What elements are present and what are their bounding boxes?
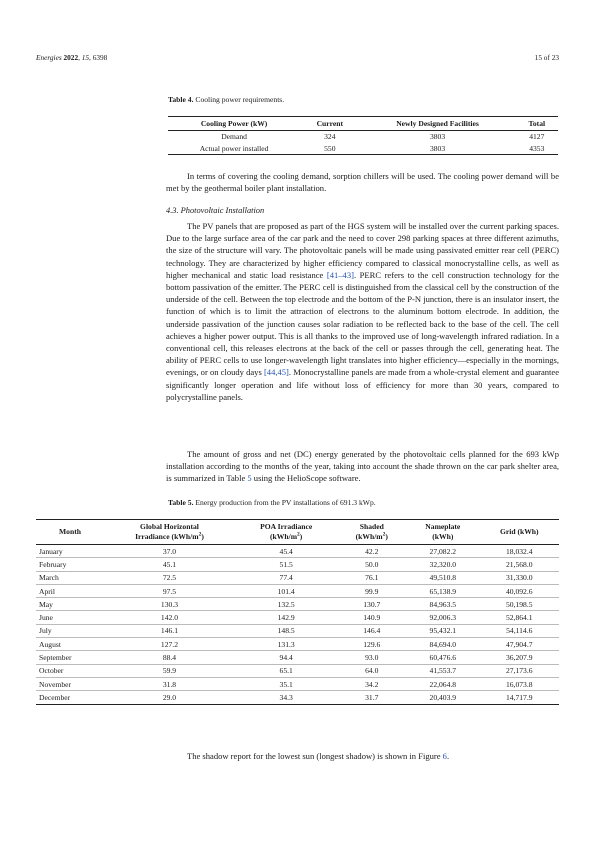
table-cell: 95,432.1: [406, 624, 479, 637]
table-cell: 127.2: [104, 638, 235, 651]
month-cell: December: [36, 691, 104, 704]
month-cell: September: [36, 651, 104, 664]
table-row: [36, 558, 559, 571]
table5-caption-text: Energy production from the PV installations of 691.3 kWp.: [195, 498, 376, 507]
table5-body: [36, 545, 559, 705]
cooling-paragraph: In terms of covering the cooling demand, sorption chillers will be used. The cooling power demand will be met by the geothermal boiler plant installation.: [166, 171, 559, 194]
table-cell: 142.9: [235, 611, 338, 624]
table-cell: 36,207.9: [479, 651, 559, 664]
table-cell: 20,403.9: [406, 691, 479, 704]
table-cell: 146.4: [337, 624, 406, 637]
month-cell: October: [36, 664, 104, 677]
month-cell: March: [36, 571, 104, 584]
table-cell: 22,064.8: [406, 677, 479, 690]
figure-link[interactable]: 6: [442, 751, 447, 761]
table-cell: 65.1: [235, 664, 338, 677]
table4-caption: [168, 95, 284, 104]
month-cell: June: [36, 611, 104, 624]
month-cell: February: [36, 558, 104, 571]
shadow-report-sentence: [166, 751, 449, 761]
table-cell: 60,476.6: [406, 651, 479, 664]
table5-header-nameplate: Nameplate (kWh): [406, 520, 479, 545]
table5-label: Table 5.: [168, 498, 194, 507]
pv-text-2: . PERC refers to the cell construction technology for the bottom passivation of the emitter. The PERC cell is distinguished from the classical cell by the construction of the underside of the cell. Between the top electrode and the bottom of the P-N junction, there is an insulator insert, the function of which is to limit the attraction of electrons to the aluminum bottom electrode. In addition, the underside passivation of the junction causes solar radiation to be reflected back to the base of the cell. The cell achieves a higher power output. This is all thanks to the improved use of long-wavelength infrared radiation. In a conventional cell, this releases electrons at the back of the cell or passes through the cell, generating heat. The ability of PERC cells to use longer-wavelength light translates into higher efficiency—especially in the mornings, evenings, or on cloudy days: [166, 269, 559, 378]
month-cell: April: [36, 584, 104, 597]
table-cell: 550: [300, 143, 359, 155]
table-cell: 21,568.0: [479, 558, 559, 571]
table4-header: Total: [516, 117, 558, 131]
table-row: [36, 624, 559, 637]
table-cell: 97.5: [104, 584, 235, 597]
table-row: [36, 598, 559, 611]
table-cell: 31.8: [104, 677, 235, 690]
table-cell: 132.5: [235, 598, 338, 611]
table-cell: 92,006.3: [406, 611, 479, 624]
footer-text-1: The shadow report for the lowest sun (longest shadow) is shown in Figure: [187, 751, 443, 761]
table-cell: 31,330.0: [479, 571, 559, 584]
table-cell: 131.3: [235, 638, 338, 651]
table4-header: Cooling Power (kW): [168, 117, 300, 131]
table-cell: 72.5: [104, 571, 235, 584]
table-cell: Actual power installed: [168, 143, 300, 155]
table-cell: 52,864.1: [479, 611, 559, 624]
table-cell: 94.4: [235, 651, 338, 664]
table-cell: Demand: [221, 132, 247, 141]
citation-link[interactable]: [44,45]: [263, 367, 289, 378]
table4-caption-text: Cooling power requirements.: [195, 95, 285, 104]
table-cell: 16,073.8: [479, 677, 559, 690]
table-cell: 77.4: [235, 571, 338, 584]
citation-link[interactable]: [41–43]: [326, 269, 354, 280]
table-cell: 93.0: [337, 651, 406, 664]
table-cell: 45.4: [235, 545, 338, 558]
month-cell: January: [36, 545, 104, 558]
table-row: [36, 677, 559, 690]
table5-header-shaded: Shaded $(kWh/m^2)$: [337, 520, 406, 545]
table-cell: 130.7: [337, 598, 406, 611]
table-row: [36, 691, 559, 704]
pv-text-1: The PV panels that are proposed as part of the HGS system will be installed over the current parking spaces. Due to the large surface area of the car park and the need to cover 298 parking spaces at three different azimuths, the size of the structure will vary. The photovoltaic panels will be made using passivated emitter rear cell (PERC) technology. They are characterized by higher efficiency compared to classical monocrystalline cells, as well as higher mechanical and static load resistance: [166, 221, 559, 280]
table-cell: 65,138.9: [406, 584, 479, 597]
table-cell: 41,553.7: [406, 664, 479, 677]
table5-caption: [168, 498, 376, 507]
table5-header-month: Month: [36, 520, 104, 545]
article-number: 6398: [92, 53, 108, 62]
table-cell: 50.0: [337, 558, 406, 571]
table-row: [36, 664, 559, 677]
table-cell: 27,082.2: [406, 545, 479, 558]
table-cell: 54,114.6: [479, 624, 559, 637]
table-cell: 99.9: [337, 584, 406, 597]
table-cell: 42.2: [337, 545, 406, 558]
table-cell: 3803: [359, 143, 515, 155]
table-cell: 140.9: [337, 611, 406, 624]
table4-header: Newly Designed Facilities: [359, 117, 515, 131]
table-row: [36, 638, 559, 651]
table-row: [36, 584, 559, 597]
table-cell: 3803: [429, 132, 446, 141]
table-cell: 37.0: [104, 545, 235, 558]
table4-header: Current: [300, 117, 359, 131]
journal-volume: 15: [81, 53, 90, 62]
table-cell: 31.7: [337, 691, 406, 704]
table-cell: 49,510.8: [406, 571, 479, 584]
page-number: 15 of 23: [534, 53, 559, 62]
journal-name: Energies: [36, 53, 62, 62]
table-cell: 51.5: [235, 558, 338, 571]
table-cell: 146.1: [104, 624, 235, 637]
journal-year: 2022: [63, 53, 79, 62]
table-cell: 130.3: [104, 598, 235, 611]
table-cell: 101.4: [235, 584, 338, 597]
month-cell: August: [36, 638, 104, 651]
table-row: [36, 545, 559, 558]
table-cell: 35.1: [235, 677, 338, 690]
table-link[interactable]: 5: [247, 473, 252, 484]
table-cell: 47,904.7: [479, 638, 559, 651]
table-row: [36, 611, 559, 624]
month-cell: May: [36, 598, 104, 611]
table5-header-ghi: Global Horizontal Irradiance $(kWh/m^2)$: [104, 520, 235, 545]
table-cell: 34.3: [235, 691, 338, 704]
table5-header-grid: Grid (kWh): [479, 520, 559, 545]
table-cell: 324: [324, 132, 336, 141]
table-cell: 64.0: [337, 664, 406, 677]
table-cell: 4127: [529, 132, 545, 141]
table-cell: 29.0: [104, 691, 235, 704]
table-cell: 148.5: [235, 624, 338, 637]
energy-paragraph: [166, 448, 559, 485]
table-cell: 129.6: [337, 638, 406, 651]
table5: [36, 519, 559, 705]
table-cell: 142.0: [104, 611, 235, 624]
table-cell: 88.4: [104, 651, 235, 664]
table-cell: 84,694.0: [406, 638, 479, 651]
month-cell: July: [36, 624, 104, 637]
table-cell: 34.2: [337, 677, 406, 690]
table-cell: 50,198.5: [479, 598, 559, 611]
table-cell: 4353: [516, 143, 558, 155]
table-cell: 14,717.9: [479, 691, 559, 704]
table-cell: 84,963.5: [406, 598, 479, 611]
table-cell: 45.1: [104, 558, 235, 571]
table-cell: 27,173.6: [479, 664, 559, 677]
energy-text-2: using the HelioScope software.: [251, 473, 361, 484]
footer-text-2: .: [446, 751, 450, 761]
pv-text-3: . Monocrystalline panels are made from a whole-crystal element and guarantee significantly longer operation and life without loss of efficiency for more than 30 years, compared to polycrystalline panels.: [166, 367, 560, 402]
table-cell: 18,032.4: [479, 545, 559, 558]
table-row: [36, 571, 559, 584]
table-row: [36, 651, 559, 664]
table-cell: 32,320.0: [406, 558, 479, 571]
table-row: [168, 143, 558, 155]
table-cell: 76.1: [337, 571, 406, 584]
table-row: [168, 131, 558, 143]
table4-label: Table 4.: [168, 95, 194, 104]
section-heading: 4.3. Photovoltaic Installation: [166, 206, 265, 215]
pv-paragraph: [166, 220, 559, 403]
table-cell: 40,092.6: [479, 584, 559, 597]
table5-header-poa: POA Irradiance $(kWh/m^2)$: [235, 520, 338, 545]
table-cell: 59.9: [104, 664, 235, 677]
table4: [168, 116, 558, 155]
energy-text-1: The amount of gross and net (DC) energy generated by the photovoltaic cells planned for the 693 kWp installation according to the months of the year, taking into account the shade thrown on the car park shelter area, is summarized in Table: [166, 449, 559, 484]
journal-citation: Energies 2022, 15, 6398: [36, 53, 108, 62]
month-cell: November: [36, 677, 104, 690]
